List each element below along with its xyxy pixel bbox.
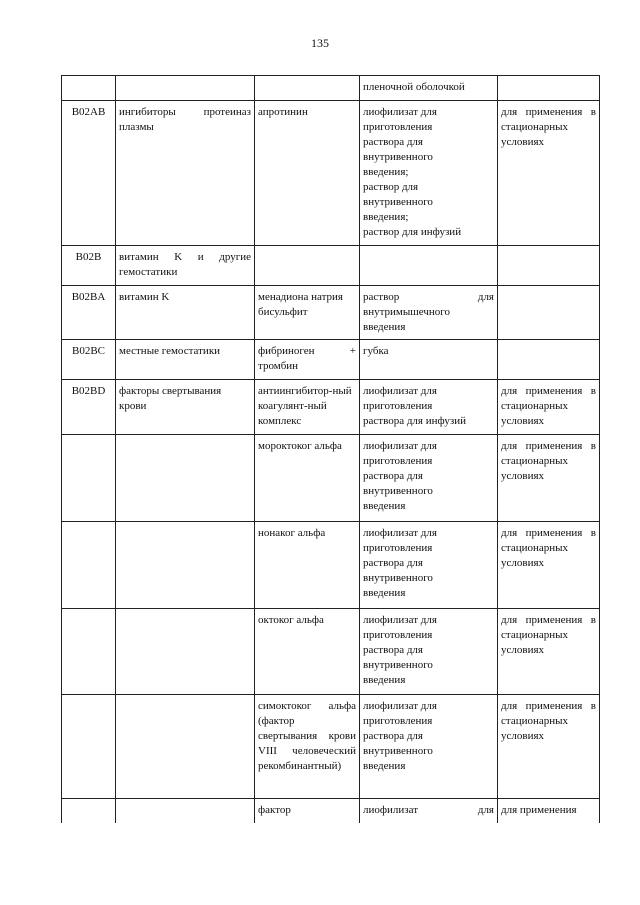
group-name: витамин K и другие гемостатики <box>116 246 255 286</box>
drug-name: менадиона натрия бисульфит <box>255 286 360 340</box>
usage-note: для применения <box>498 799 600 823</box>
dosage-form: лиофилизат для <box>360 799 498 823</box>
atc-code: B02B <box>62 246 116 286</box>
atc-code <box>62 609 116 695</box>
atc-code <box>62 695 116 799</box>
drug-name: симоктоког альфа (фактор свертывания крови VIII человеческий рекомбинантный) <box>255 695 360 799</box>
dosage-form: лиофилизат для приготовления раствора для внутривенного введения <box>360 695 498 799</box>
table-row <box>62 522 600 609</box>
usage-note <box>498 286 600 340</box>
usage-note: для применения в стационарных условиях <box>498 695 600 799</box>
dosage-form: раствор для внутримышечного введения <box>360 286 498 340</box>
drug-name: апротинин <box>255 101 360 246</box>
table-row <box>62 246 600 286</box>
group-name <box>116 435 255 522</box>
atc-code: B02AB <box>62 101 116 246</box>
table-row <box>62 435 600 522</box>
usage-note: для применения в стационарных условиях <box>498 522 600 609</box>
drug-name <box>255 246 360 286</box>
table-row <box>62 340 600 380</box>
dosage-form: лиофилизат для приготовления раствора для внутривенного введения; раствор для внутривенного введения; раствор для инфузий <box>360 101 498 246</box>
group-name: витамин K <box>116 286 255 340</box>
usage-note: для применения в стационарных условиях <box>498 101 600 246</box>
usage-note: для применения в стационарных условиях <box>498 609 600 695</box>
group-name: ингибиторы протеиназ плазмы <box>116 101 255 246</box>
drug-name <box>255 76 360 101</box>
usage-note <box>498 246 600 286</box>
drug-name: фибриноген + тромбин <box>255 340 360 380</box>
dosage-form: лиофилизат для приготовления раствора для внутривенного введения <box>360 522 498 609</box>
drug-name: мороктоког альфа <box>255 435 360 522</box>
table-row <box>62 799 600 823</box>
table-row <box>62 380 600 435</box>
dosage-form: лиофилизат для приготовления раствора для внутривенного введения <box>360 435 498 522</box>
drug-name: нонаког альфа <box>255 522 360 609</box>
drug-name: антиингибитор-ный коагулянт-ный комплекс <box>255 380 360 435</box>
atc-code: B02BA <box>62 286 116 340</box>
dosage-form: пленочной оболочкой <box>360 76 498 101</box>
group-name: местные гемостатики <box>116 340 255 380</box>
atc-code: B02BC <box>62 340 116 380</box>
atc-code <box>62 799 116 823</box>
usage-note <box>498 340 600 380</box>
table-row <box>62 695 600 799</box>
atc-code <box>62 76 116 101</box>
table-row <box>62 286 600 340</box>
table-row <box>62 76 600 101</box>
group-name <box>116 799 255 823</box>
group-name <box>116 695 255 799</box>
drug-name: фактор <box>255 799 360 823</box>
group-name <box>116 609 255 695</box>
table-row <box>62 609 600 695</box>
group-name <box>116 522 255 609</box>
dosage-form: лиофилизат для приготовления раствора для внутривенного введения <box>360 609 498 695</box>
dosage-form <box>360 246 498 286</box>
drug-table <box>61 75 600 823</box>
group-name <box>116 76 255 101</box>
drug-name: октоког альфа <box>255 609 360 695</box>
atc-code <box>62 435 116 522</box>
usage-note: для применения в стационарных условиях <box>498 435 600 522</box>
usage-note <box>498 76 600 101</box>
usage-note: для применения в стационарных условиях <box>498 380 600 435</box>
table-row <box>62 101 600 246</box>
atc-code: B02BD <box>62 380 116 435</box>
dosage-form: лиофилизат для приготовления раствора для инфузий <box>360 380 498 435</box>
page-number: 135 <box>311 36 329 50</box>
group-name: факторы свертывания крови <box>116 380 255 435</box>
atc-code <box>62 522 116 609</box>
dosage-form: губка <box>360 340 498 380</box>
